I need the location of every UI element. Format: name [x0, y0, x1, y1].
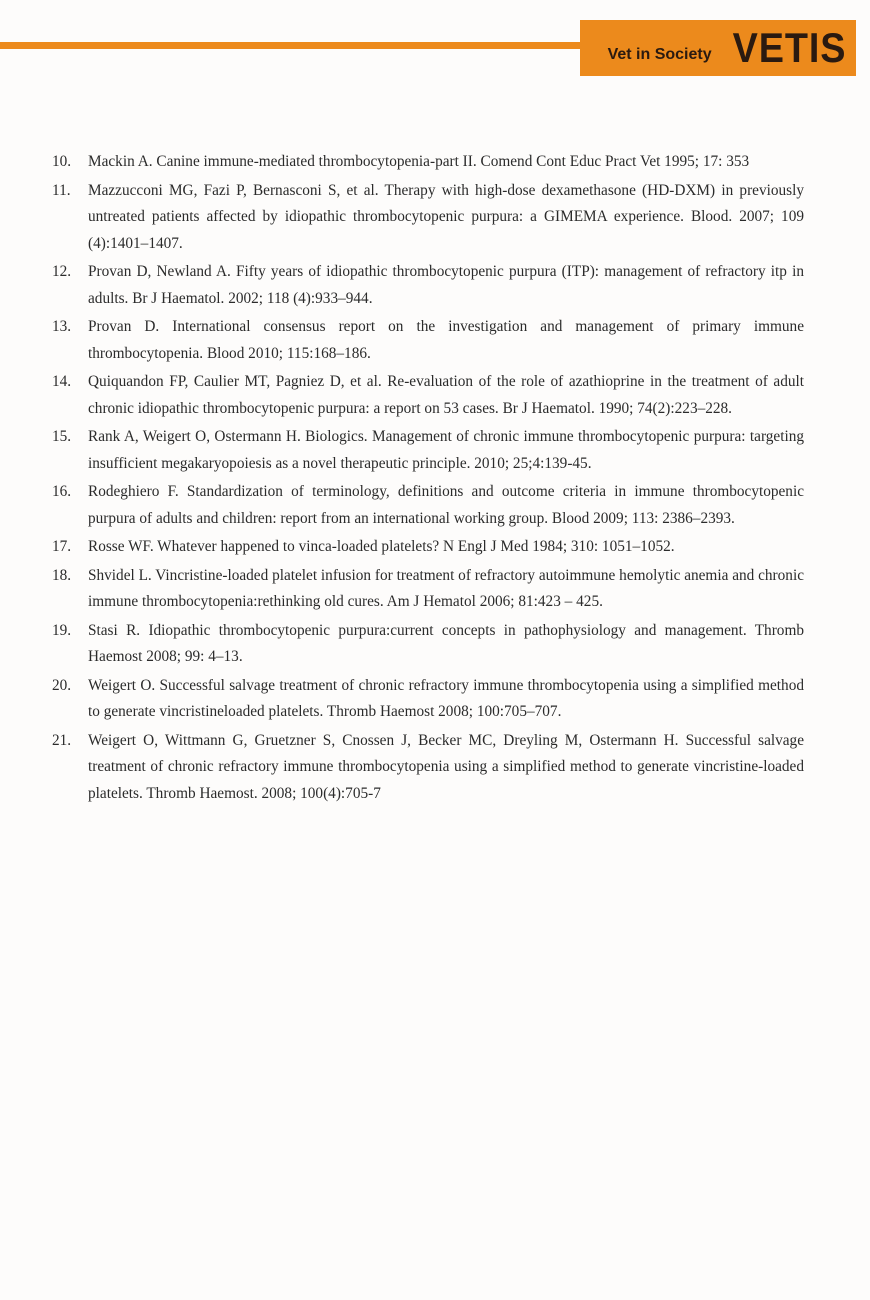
reference-text: Stasi R. Idiopathic thrombocytopenic purpura:current concepts in pathophysiology and management. Thromb Haemost 2008; 99: 4–13.	[88, 621, 804, 665]
reference-item	[52, 563, 804, 616]
journal-badge	[580, 20, 856, 76]
reference-item	[52, 673, 804, 726]
reference-text: Rank A, Weigert O, Ostermann H. Biologics. Management of chronic immune thrombocytopenic purpura: targeting insufficient megakaryopoiesis as a novel therapeutic principle. 2010; 25;4:139-45.	[88, 428, 804, 472]
reference-text: Mazzucconi MG, Fazi P, Bernasconi S, et al. Therapy with high-dose dexamethasone (HD-DXM) in previously untreated patients affected by idiopathic thrombocytopenic purpura: a GIMEMA experience. Blood. 2007; 109 (4):1401–1407.	[88, 181, 804, 252]
reference-item	[52, 728, 804, 808]
reference-item	[52, 534, 804, 561]
reference-item	[52, 178, 804, 258]
reference-item	[52, 479, 804, 532]
reference-number: 12.	[52, 263, 72, 280]
reference-text: Provan D. International consensus report on the investigation and management of primary immune thrombocytopenia. Blood 2010; 115:168–186.	[88, 318, 804, 362]
reference-text: Rodeghiero F. Standardization of terminology, definitions and outcome criteria in immune thrombocytopenic purpura of adults and children: report from an international working group. Blood 2009; 113: 2386–2393.	[88, 483, 804, 527]
reference-text: Shvidel L. Vincristine-loaded platelet infusion for treatment of refractory autoimmune hemolytic anemia and chronic immune thrombocytopenia:rethinking old cures. Am J Hematol 2006; 81:423 – 425.	[88, 566, 804, 610]
reference-item	[52, 149, 804, 176]
reference-number: 21.	[52, 731, 72, 749]
journal-logo: VETIS	[732, 24, 846, 71]
reference-text: Provan D, Newland A. Fifty years of idiopathic thrombocytopenic purpura (ITP): management of refractory itp in adults. Br J Haematol. 2002; 118 (4):933–944.	[88, 263, 804, 307]
reference-text: Rosse WF. Whatever happened to vinca-loaded platelets? N Engl J Med 1984; 310: 1051–1052.	[88, 538, 675, 555]
journal-subtitle: Vet in Society	[607, 46, 712, 63]
reference-list	[52, 149, 804, 809]
reference-item	[52, 369, 804, 422]
reference-number: 13.	[52, 318, 72, 335]
reference-number: 16.	[52, 483, 72, 500]
reference-number: 14.	[52, 373, 72, 390]
reference-number: 15.	[52, 428, 72, 445]
reference-number: 10.	[52, 153, 72, 170]
reference-text: Weigert O. Successful salvage treatment of chronic refractory immune thrombocytopenia using a simplified method to generate vincristineloaded platelets. Thromb Haemost 2008; 100:705–707.	[88, 676, 804, 720]
reference-number: 17.	[52, 538, 72, 555]
reference-item	[52, 424, 804, 477]
header-rule	[0, 42, 590, 49]
reference-text: Weigert O, Wittmann G, Gruetzner S, Cnossen J, Becker MC, Dreyling M, Ostermann H. Successful salvage treatment of chronic refractory immune thrombocytopenia using a simplified method to generate vincristine-loaded platelets. Thromb Haemost. 2008; 100(4):705-7	[88, 731, 804, 802]
reference-number: 20.	[52, 676, 72, 694]
reference-number: 19.	[52, 621, 72, 639]
reference-text: Quiquandon FP, Caulier MT, Pagniez D, et al. Re-evaluation of the role of azathioprine in the treatment of adult chronic idiopathic thrombocytopenic purpura: a report on 53 cases. Br J Haematol. 1990; 74(2):223–228.	[88, 373, 804, 417]
reference-item	[52, 314, 804, 367]
reference-number: 11.	[52, 181, 71, 199]
reference-text: Mackin A. Canine immune-mediated thrombocytopenia-part II. Comend Cont Educ Pract Vet 1995; 17: 353	[88, 153, 750, 170]
reference-number: 18.	[52, 566, 72, 584]
reference-item	[52, 259, 804, 312]
reference-item	[52, 618, 804, 671]
